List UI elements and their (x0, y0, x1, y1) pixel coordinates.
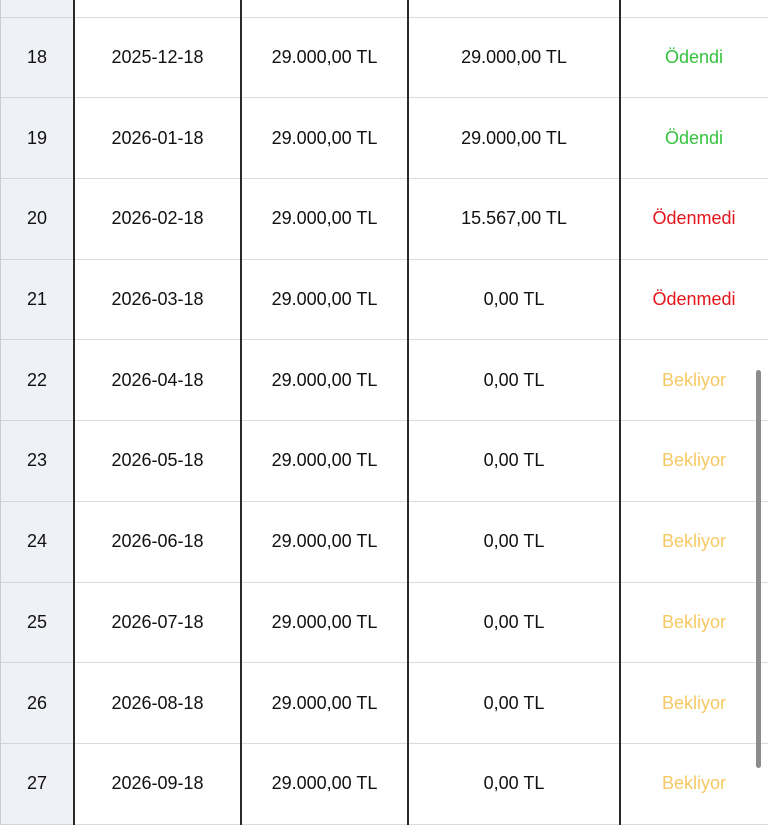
installment-amount-cell: 29.000,00 TL (241, 340, 408, 421)
due-date-cell: 2026-09-18 (74, 744, 241, 825)
due-date-cell: 2026-02-18 (74, 179, 241, 260)
table-row (0, 663, 768, 744)
installment-number-cell (0, 0, 74, 18)
payment-status-cell: Bekliyor (620, 502, 768, 583)
paid-amount-cell: 0,00 TL (408, 502, 620, 583)
paid-amount-cell: 15.567,00 TL (408, 179, 620, 260)
column-divider (619, 0, 621, 825)
installment-amount-cell: 29.000,00 TL (241, 744, 408, 825)
due-date-cell: 2025-12-18 (74, 18, 241, 99)
installment-number-cell: 21 (0, 260, 74, 341)
installment-amount-cell: 29.000,00 TL (241, 260, 408, 341)
due-date-cell: 2026-04-18 (74, 340, 241, 421)
paid-amount-cell: 0,00 TL (408, 340, 620, 421)
due-date-cell: 2026-03-18 (74, 260, 241, 341)
table-row (0, 260, 768, 341)
due-date-cell: 2026-08-18 (74, 663, 241, 744)
installment-number-cell: 20 (0, 179, 74, 260)
column-divider (73, 0, 75, 825)
due-date-cell: 2026-05-18 (74, 421, 241, 502)
vertical-scrollbar[interactable] (756, 370, 761, 768)
installment-number-cell: 26 (0, 663, 74, 744)
table-row (0, 583, 768, 664)
installment-number-cell: 19 (0, 98, 74, 179)
installment-number-cell: 25 (0, 583, 74, 664)
installment-amount-cell: 29.000,00 TL (241, 502, 408, 583)
table-row (0, 502, 768, 583)
paid-amount-cell (408, 0, 620, 18)
payment-status-cell: Bekliyor (620, 583, 768, 664)
due-date-cell: 2026-01-18 (74, 98, 241, 179)
table-row (0, 421, 768, 502)
installment-number-cell: 18 (0, 18, 74, 99)
installment-amount-cell: 29.000,00 TL (241, 179, 408, 260)
installment-number-cell: 22 (0, 340, 74, 421)
paid-amount-cell: 0,00 TL (408, 744, 620, 825)
installment-number-cell: 24 (0, 502, 74, 583)
payment-status-cell: Ödendi (620, 18, 768, 99)
installment-amount-cell: 29.000,00 TL (241, 98, 408, 179)
table-row (0, 744, 768, 825)
installment-number-cell: 27 (0, 744, 74, 825)
due-date-cell (74, 0, 241, 18)
table-row (0, 98, 768, 179)
installment-amount-cell (241, 0, 408, 18)
table-left-edge (0, 0, 1, 825)
paid-amount-cell: 29.000,00 TL (408, 18, 620, 99)
payment-status-cell: Ödenmedi (620, 179, 768, 260)
installment-amount-cell: 29.000,00 TL (241, 663, 408, 744)
table-row (0, 18, 768, 99)
table-row (0, 340, 768, 421)
payment-status-cell: Ödenmedi (620, 260, 768, 341)
payment-status-cell: Ödendi (620, 98, 768, 179)
table-row (0, 0, 768, 18)
paid-amount-cell: 0,00 TL (408, 421, 620, 502)
paid-amount-cell: 0,00 TL (408, 260, 620, 341)
column-divider (240, 0, 242, 825)
payment-status-cell: Bekliyor (620, 744, 768, 825)
payment-status-cell: Bekliyor (620, 663, 768, 744)
payment-status-cell: Bekliyor (620, 340, 768, 421)
payment-status-cell (620, 0, 768, 18)
installment-amount-cell: 29.000,00 TL (241, 18, 408, 99)
paid-amount-cell: 0,00 TL (408, 663, 620, 744)
due-date-cell: 2026-06-18 (74, 502, 241, 583)
column-divider (407, 0, 409, 825)
payment-status-cell: Bekliyor (620, 421, 768, 502)
paid-amount-cell: 29.000,00 TL (408, 98, 620, 179)
due-date-cell: 2026-07-18 (74, 583, 241, 664)
paid-amount-cell: 0,00 TL (408, 583, 620, 664)
installment-amount-cell: 29.000,00 TL (241, 583, 408, 664)
installment-amount-cell: 29.000,00 TL (241, 421, 408, 502)
table-row (0, 179, 768, 260)
installment-number-cell: 23 (0, 421, 74, 502)
